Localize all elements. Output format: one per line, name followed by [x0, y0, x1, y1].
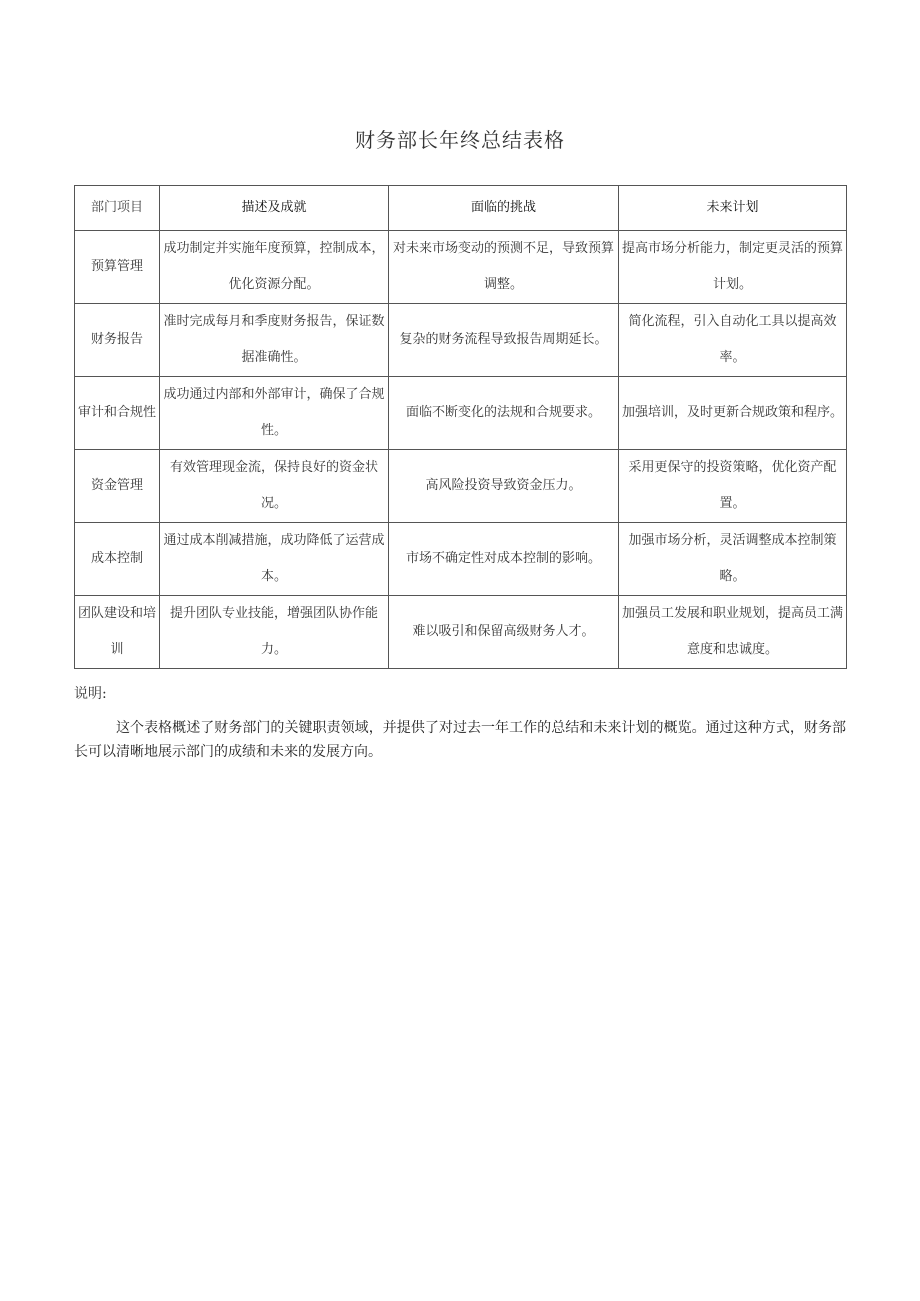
table-row: [75, 231, 847, 304]
description-cell: 提升团队专业技能，增强团队协作能力。: [160, 596, 389, 669]
row-item-cell: 审计和合规性: [75, 377, 160, 450]
challenge-cell: 市场不确定性对成本控制的影响。: [389, 523, 619, 596]
challenge-cell: 面临不断变化的法规和合规要求。: [389, 377, 619, 450]
description-cell: 成功通过内部和外部审计，确保了合规性。: [160, 377, 389, 450]
notes-paragraph: 这个表格概述了财务部门的关键职责领域，并提供了对过去一年工作的总结和未来计划的概览。通过这种方式，财务部长可以清晰地展示部门的成绩和未来的发展方向。: [74, 720, 846, 760]
plan-cell: 采用更保守的投资策略，优化资产配置。: [619, 450, 847, 523]
challenge-cell: 对未来市场变动的预测不足，导致预算调整。: [389, 231, 619, 304]
plan-cell: 提高市场分析能力，制定更灵活的预算计划。: [619, 231, 847, 304]
description-cell: 通过成本削减措施，成功降低了运营成本。: [160, 523, 389, 596]
description-cell: 准时完成每月和季度财务报告，保证数据准确性。: [160, 304, 389, 377]
table-row: [75, 523, 847, 596]
plan-cell: 加强培训，及时更新合规政策和程序。: [619, 377, 847, 450]
description-cell: 有效管理现金流，保持良好的资金状况。: [160, 450, 389, 523]
row-item-cell: 资金管理: [75, 450, 160, 523]
table-row: [75, 377, 847, 450]
row-item-cell: 预算管理: [75, 231, 160, 304]
description-cell: 成功制定并实施年度预算，控制成本，优化资源分配。: [160, 231, 389, 304]
document-title: 财务部长年终总结表格: [355, 128, 565, 152]
summary-table: [74, 185, 847, 669]
challenge-cell: 高风险投资导致资金压力。: [389, 450, 619, 523]
row-item-cell: 团队建设和培训: [75, 596, 160, 669]
table-header-row: [75, 186, 847, 231]
row-item-cell: 财务报告: [75, 304, 160, 377]
table-row: [75, 596, 847, 669]
row-item-cell: 成本控制: [75, 523, 160, 596]
plan-cell: 加强员工发展和职业规划，提高员工满意度和忠诚度。: [619, 596, 847, 669]
challenge-cell: 难以吸引和保留高级财务人才。: [389, 596, 619, 669]
column-header-challenge: 面临的挑战: [389, 186, 619, 231]
column-header-plan: 未来计划: [619, 186, 847, 231]
plan-cell: 加强市场分析，灵活调整成本控制策略。: [619, 523, 847, 596]
column-header-description: 描述及成就: [160, 186, 389, 231]
notes-label: 说明:: [74, 686, 107, 702]
challenge-cell: 复杂的财务流程导致报告周期延长。: [389, 304, 619, 377]
column-header-item: 部门项目: [75, 186, 160, 231]
table-row: [75, 450, 847, 523]
plan-cell: 简化流程，引入自动化工具以提高效率。: [619, 304, 847, 377]
table-row: [75, 304, 847, 377]
